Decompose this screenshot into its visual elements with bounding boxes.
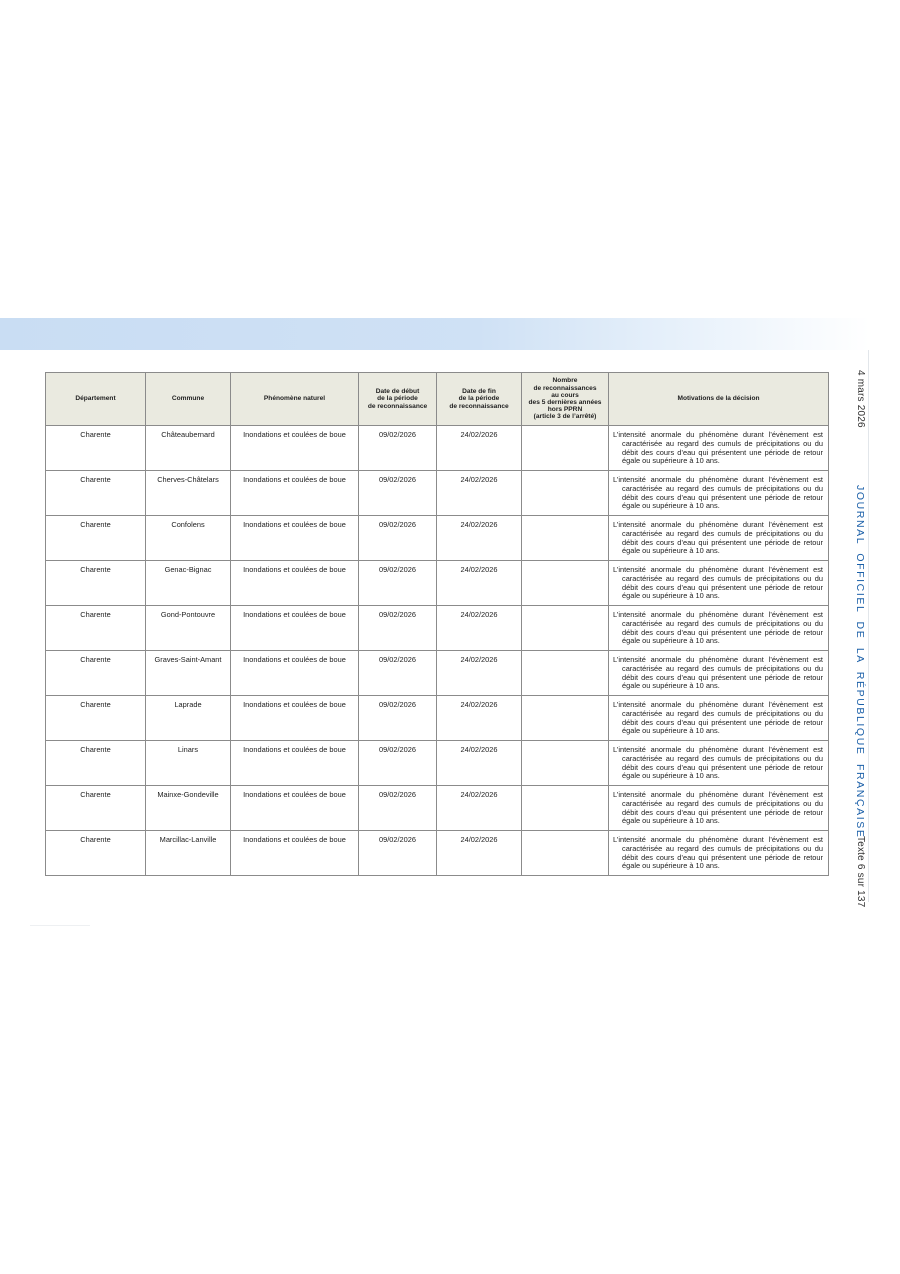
date-debut-cell: 09/02/2026 [359,651,437,696]
motivation-text: L’intensité anormale du phénomène durant l’évènement est caractérisée au regard des cumuls de précipitations ou du débit des cours d’eau qui présentent une période de retour égale ou supérieure à 10 ans. [613,790,823,826]
commune-cell: Confolens [146,516,231,561]
commune-cell: Cherves-Châtelars [146,471,231,516]
col-phenomene-header: Phénomène naturel [231,373,359,426]
departement-cell: Charente [46,696,146,741]
date-debut-cell: 09/02/2026 [359,741,437,786]
decision-table [45,372,829,876]
phenomene-cell: Inondations et coulées de boue [231,516,359,561]
date-debut-cell: 09/02/2026 [359,561,437,606]
motivation-text: L’intensité anormale du phénomène durant l’évènement est caractérisée au regard des cumuls de précipitations ou du débit des cours d’eau qui présentent une période de retour égale ou supérieure à 10 ans. [613,610,823,646]
motivation-cell [609,471,829,516]
motivation-cell [609,741,829,786]
page-reference: Texte 6 sur 137 [855,836,866,908]
publication-date: 4 mars 2026 [855,370,866,428]
departement-cell: Charente [46,741,146,786]
phenomene-cell: Inondations et coulées de boue [231,606,359,651]
phenomene-cell: Inondations et coulées de boue [231,696,359,741]
date-debut-cell: 09/02/2026 [359,786,437,831]
margin-divider [868,350,869,902]
motivation-text: L’intensité anormale du phénomène durant l’évènement est caractérisée au regard des cumuls de précipitations ou du débit des cours d’eau qui présentent une période de retour égale ou supérieure à 10 ans. [613,565,823,601]
date-fin-cell: 24/02/2026 [437,561,522,606]
journal-sidebar [846,350,868,908]
date-fin-cell: 24/02/2026 [437,741,522,786]
phenomene-cell: Inondations et coulées de boue [231,831,359,876]
page-edge-mark [30,925,90,926]
phenomene-cell: Inondations et coulées de boue [231,471,359,516]
motivation-text: L’intensité anormale du phénomène durant l’évènement est caractérisée au regard des cumuls de précipitations ou du débit des cours d’eau qui présentent une période de retour égale ou supérieure à 10 ans. [613,430,823,466]
nombre-cell [522,426,609,471]
departement-cell: Charente [46,786,146,831]
table-header-row [46,373,829,426]
motivation-cell [609,831,829,876]
date-fin-cell: 24/02/2026 [437,651,522,696]
nombre-cell [522,786,609,831]
nombre-cell [522,831,609,876]
col-nombre-header: Nombre de reconnaissances au cours des 5 dernières années hors PPRN (article 3 de l’arrêté) [522,373,609,426]
motivation-text: L’intensité anormale du phénomène durant l’évènement est caractérisée au regard des cumuls de précipitations ou du débit des cours d’eau qui présentent une période de retour égale ou supérieure à 10 ans. [613,700,823,736]
nombre-cell [522,741,609,786]
header-color-band [0,318,870,350]
commune-cell: Laprade [146,696,231,741]
commune-cell: Genac-Bignac [146,561,231,606]
departement-cell: Charente [46,561,146,606]
motivation-cell [609,651,829,696]
table-row [46,786,829,831]
commune-cell: Gond-Pontouvre [146,606,231,651]
date-debut-cell: 09/02/2026 [359,471,437,516]
table-row [46,741,829,786]
date-fin-cell: 24/02/2026 [437,516,522,561]
phenomene-cell: Inondations et coulées de boue [231,651,359,696]
date-fin-cell: 24/02/2026 [437,606,522,651]
table-body [46,426,829,876]
departement-cell: Charente [46,831,146,876]
table-row [46,516,829,561]
nombre-cell [522,471,609,516]
date-debut-cell: 09/02/2026 [359,516,437,561]
motivation-cell [609,561,829,606]
commune-cell: Linars [146,741,231,786]
departement-cell: Charente [46,651,146,696]
departement-cell: Charente [46,606,146,651]
motivation-cell [609,696,829,741]
date-fin-cell: 24/02/2026 [437,696,522,741]
motivation-text: L’intensité anormale du phénomène durant l’évènement est caractérisée au regard des cumuls de précipitations ou du débit des cours d’eau qui présentent une période de retour égale ou supérieure à 10 ans. [613,745,823,781]
commune-cell: Graves-Saint-Amant [146,651,231,696]
nombre-cell [522,606,609,651]
nombre-cell [522,516,609,561]
commune-cell: Marcillac-Lanville [146,831,231,876]
col-date-fin-header: Date de fin de la période de reconnaissance [437,373,522,426]
table-row [46,561,829,606]
date-fin-cell: 24/02/2026 [437,426,522,471]
date-fin-cell: 24/02/2026 [437,831,522,876]
motivation-text: L’intensité anormale du phénomène durant l’évènement est caractérisée au regard des cumuls de précipitations ou du débit des cours d’eau qui présentent une période de retour égale ou supérieure à 10 ans. [613,655,823,691]
motivation-cell [609,786,829,831]
motivation-text: L’intensité anormale du phénomène durant l’évènement est caractérisée au regard des cumuls de précipitations ou du débit des cours d’eau qui présentent une période de retour égale ou supérieure à 10 ans. [613,835,823,871]
motivation-cell [609,426,829,471]
table-row [46,696,829,741]
date-debut-cell: 09/02/2026 [359,831,437,876]
departement-cell: Charente [46,426,146,471]
col-motivations-header: Motivations de la décision [609,373,829,426]
col-date-debut-header: Date de début de la période de reconnaissance [359,373,437,426]
phenomene-cell: Inondations et coulées de boue [231,786,359,831]
phenomene-cell: Inondations et coulées de boue [231,426,359,471]
date-debut-cell: 09/02/2026 [359,426,437,471]
date-fin-cell: 24/02/2026 [437,471,522,516]
date-debut-cell: 09/02/2026 [359,606,437,651]
nombre-cell [522,561,609,606]
departement-cell: Charente [46,471,146,516]
motivation-text: L’intensité anormale du phénomène durant l’évènement est caractérisée au regard des cumuls de précipitations ou du débit des cours d’eau qui présentent une période de retour égale ou supérieure à 10 ans. [613,475,823,511]
date-debut-cell: 09/02/2026 [359,696,437,741]
nombre-cell [522,651,609,696]
motivation-cell [609,516,829,561]
table-row [46,471,829,516]
phenomene-cell: Inondations et coulées de boue [231,561,359,606]
col-departement-header: Département [46,373,146,426]
phenomene-cell: Inondations et coulées de boue [231,741,359,786]
table-row [46,831,829,876]
table-row [46,606,829,651]
motivation-cell [609,606,829,651]
date-fin-cell: 24/02/2026 [437,786,522,831]
motivation-text: L’intensité anormale du phénomène durant l’évènement est caractérisée au regard des cumuls de précipitations ou du débit des cours d’eau qui présentent une période de retour égale ou supérieure à 10 ans. [613,520,823,556]
table-row [46,651,829,696]
departement-cell: Charente [46,516,146,561]
commune-cell: Mainxe-Gondeville [146,786,231,831]
nombre-cell [522,696,609,741]
table-row [46,426,829,471]
journal-title: JOURNAL OFFICIEL DE LA RÉPUBLIQUE FRANÇAISE [854,485,866,839]
commune-cell: Châteaubernard [146,426,231,471]
col-commune-header: Commune [146,373,231,426]
